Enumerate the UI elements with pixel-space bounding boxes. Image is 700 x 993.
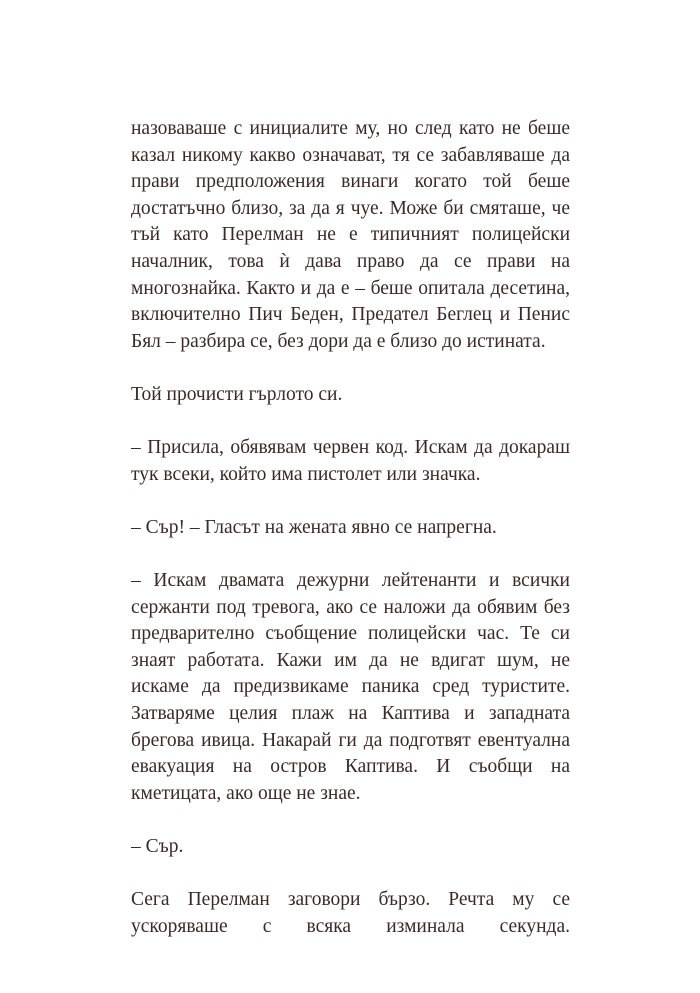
text-line: достатъчно близо, за да я чуе. Може би смяташе, че: [131, 197, 570, 219]
text-line: предварително съобщение полицейски час. Те си: [131, 623, 570, 645]
text-line: – Сър! – Гласът на жената явно се напрегна.: [131, 516, 497, 538]
text-line: – Сър.: [131, 836, 184, 858]
paragraph: [131, 887, 570, 940]
text-line: прави предположения винаги когато той беше: [131, 171, 570, 193]
body-text: [131, 116, 570, 967]
paragraph: [131, 515, 570, 542]
text-line: сержанти под тревога, ако се наложи да обявим без: [131, 596, 570, 618]
text-line: Бял – разбира се, без дори да е близо до истината.: [131, 330, 546, 352]
paragraph: [131, 116, 570, 355]
text-line: Сега Перелман заговори бързо. Речта му се: [131, 889, 570, 911]
text-line: ускоряваше с всяка изминала секунда.: [131, 915, 570, 937]
text-line: назоваваше с инициалите му, но след като не беше: [131, 118, 570, 139]
text-line: – Присила, обявявам червен код. Искам да докараш: [131, 437, 570, 459]
paragraph: [131, 382, 570, 409]
text-line: Той прочисти гърлото си.: [131, 383, 343, 405]
paragraph: [131, 435, 570, 488]
text-line: началник, това ѝ дава право да се прави на: [131, 250, 570, 272]
text-line: Затваряме целия плаж на Каптива и западната: [131, 703, 570, 725]
text-line: знаят работата. Кажи им да не вдигат шум, не: [131, 649, 570, 671]
text-line: – Искам двамата дежурни лейтенанти и всички: [131, 570, 570, 592]
paragraph: [131, 568, 570, 807]
text-line: евакуация на остров Каптива. И съобщи на: [131, 756, 570, 778]
text-line: многознайка. Както и да е – беше опитала десетина,: [131, 277, 570, 299]
text-line: тук всеки, който има пистолет или значка.: [131, 463, 481, 485]
text-line: кметицата, ако още не знае.: [131, 782, 361, 804]
text-line: тъй като Перелман не е типичният полицейски: [131, 224, 570, 246]
text-line: искаме да предизвикаме паника сред туристите.: [131, 676, 570, 698]
text-line: брегова ивица. Накарай ги да подготвят евентуална: [131, 729, 570, 751]
text-line: включително Пич Беден, Предател Беглец и Пенис: [131, 304, 570, 326]
text-line: казал никому какво означават, тя се забавляваше да: [131, 144, 570, 166]
paragraph: [131, 834, 570, 861]
